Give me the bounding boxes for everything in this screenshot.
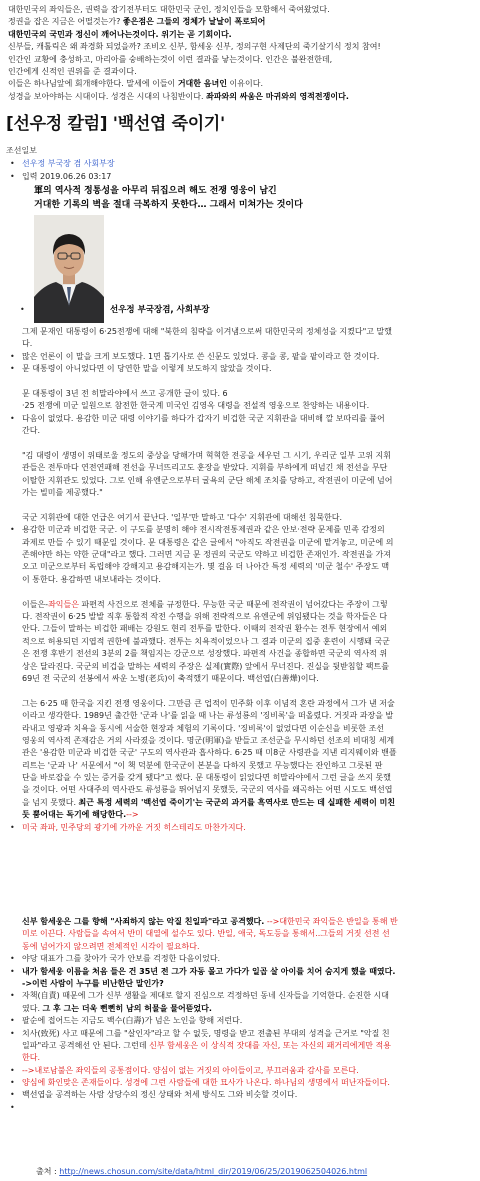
body-line bbox=[22, 648, 472, 660]
bullet-icon: • bbox=[10, 1078, 15, 1088]
body-line bbox=[22, 438, 472, 450]
body-text: 이들은- bbox=[22, 599, 49, 609]
body-line bbox=[22, 376, 472, 388]
body-line bbox=[22, 685, 472, 697]
body-text: 안다. 그들이 말하는 비겁한 패배는 강원도 현리 전투를 말한다. 이때의 전작권 환수는 전투 현장에서 예외 bbox=[22, 624, 388, 634]
body-line bbox=[10, 990, 472, 1002]
body-line bbox=[22, 978, 472, 990]
body-text: 관은 '용감한 미군과 비겁한 국군' 구도의 역사관과 흡사하다. 6·25 때 미8군 사령관을 지낸 리지웨이와 밴플 bbox=[22, 748, 397, 758]
subtitle-line-1: 軍의 역사적 정통성을 아무리 뒤집으려 해도 전쟁 영웅이 남긴 bbox=[34, 186, 277, 196]
source-line bbox=[36, 1166, 367, 1178]
body-line bbox=[22, 1040, 472, 1052]
body-text: 많은 언론이 이 말을 크게 보도했다. 1면 톱기사로 쓴 신문도 있었다. 콩을 콩, 팥을 팥이라고 한 것이다. bbox=[22, 351, 380, 361]
body-text: 다. 전작권이 6·25 발발 직후 통합적 작전 수행을 위해 전략적으로 유엔군에 위임됐다는 것을 학자들은 다 bbox=[22, 611, 388, 621]
body-line bbox=[22, 623, 472, 635]
intro-commentary bbox=[8, 4, 474, 103]
article-body-part2 bbox=[10, 916, 472, 1114]
body-text: 미로 이끈다. 사람들을 속여서 반미 대열에 설수도 있다. 반일, 애국, 독도등을 통해서..그들의 거짓 선전 선 bbox=[22, 929, 390, 939]
body-text: 영웅의 역사적 존재감은 거의 사라졌을 것이다. 명군(明軍)을 받들고 조선군을 무시하던 선조의 비대칭 세계 bbox=[22, 735, 395, 745]
body-text: "김 대령이 생명이 위태로울 정도의 중상을 당해가며 혁혁한 전공을 세우던 그 시기, 우리군 일부 고위 지휘 bbox=[22, 450, 391, 460]
body-line bbox=[10, 363, 472, 375]
body-text: 관들은 전투마다 연전연패해 전선을 무너뜨리고도 훈장을 받았다. 지휘를 부하에게 떠넘긴 채 전선을 무단 bbox=[22, 463, 388, 473]
body-line bbox=[22, 1052, 472, 1064]
body-text: -->내로남불은 좌익들의 공통점이다. 양심이 없는 거짓의 아이들이고, 부끄러움과 감사를 모른다. bbox=[22, 1065, 359, 1075]
body-text: 그는 6·25 때 한국을 지킨 전쟁 영웅이다. 그만큼 큰 업적이 민주화 이후 이념적 혼란 과정에서 그가 낸 저술 bbox=[22, 698, 395, 708]
body-text: 존해야만 하는 약한 군대"라고 했다. 그러면 지금 문 정권의 국군도 약하고 비겁한 존재인가. 작전권을 가져 bbox=[22, 550, 391, 560]
intro-line bbox=[8, 29, 474, 41]
body-text: 팔순에 접어드는 지금도 백수(白壽)가 넘은 노인을 향해 저런다. bbox=[22, 1016, 243, 1026]
source-url-link[interactable]: http://news.chosun.com/site/data/html_dir/2019/06/25/2019062504026.html bbox=[59, 1167, 368, 1176]
body-line bbox=[22, 760, 472, 772]
source-name: 조선일보 bbox=[6, 146, 37, 155]
body-text: 상은 달라진다. 국군의 비겁을 말하는 세력의 주장은 실제(實際) 앞에서 무너진다. 진실을 뒷받침할 팩트를 bbox=[22, 661, 389, 671]
body-line bbox=[10, 524, 472, 536]
body-line bbox=[22, 561, 472, 573]
body-line bbox=[22, 698, 472, 710]
body-line bbox=[22, 611, 472, 623]
body-line bbox=[22, 599, 472, 611]
body-text: 듯 뿜어대는 독기에 해당한다. bbox=[22, 810, 127, 820]
body-text: 문 대통령이 3년 전 히말라야에서 쓰고 공개한 글이 있다. 6 bbox=[22, 388, 228, 398]
body-line bbox=[22, 537, 472, 549]
body-text: 이탈한 지휘관도 있었다. 그로 인해 유엔군으로부터 굴욕의 군단 해체 조치를 당하고, 작전권이 미군에 넘어 bbox=[22, 475, 393, 485]
body-text: 신부 함세웅은 이 상식적 잣대를 자신, 또는 자신의 패거리에게만 적용 bbox=[149, 1040, 391, 1050]
body-line bbox=[22, 388, 472, 400]
intro-text: 신부들, 캐톨릭은 왜 좌경화 되었을까? 조비오 신부, 함세웅 신부, 정의구현 사제단의 죽기살기식 정치 참여! bbox=[8, 42, 381, 52]
body-line bbox=[22, 475, 472, 487]
body-line bbox=[22, 636, 472, 648]
body-text: 국군 지휘관에 대한 언급은 여기서 끝난다. '일부'만 말하고 '다수' 지휘관에 대해선 침묵한다. bbox=[22, 512, 343, 522]
intro-text: 좌파와의 싸움은 마귀와의 영적전쟁이다. bbox=[206, 91, 349, 101]
body-text: ·25 전쟁에 미군 일원으로 참전한 한국계 미국인 김영옥 대령을 전설적 영웅으로 찬양하는 내용이다. bbox=[22, 401, 370, 411]
body-text: 일파"라고 공격해선 안 된다. 그런데 bbox=[22, 1040, 150, 1050]
body-text: 한다. bbox=[22, 1053, 40, 1063]
body-text: -->대한민국 좌익들은 반일을 통해 반 bbox=[264, 917, 398, 926]
body-line bbox=[10, 351, 472, 363]
body-text: 을 넘지 못했다. bbox=[22, 797, 79, 807]
body-text: 가는 빌미를 제공했다." bbox=[22, 488, 103, 498]
body-line bbox=[10, 953, 472, 965]
body-text: 이 통한다. 용감하면 내보내라는 것이다. bbox=[22, 574, 161, 584]
article-subtitle bbox=[34, 185, 474, 212]
body-text: 동에 넘어가지 않으려면 전체적인 시각이 필요하다. bbox=[22, 941, 200, 951]
intro-text: 인간에게 신적인 권위를 준 결과이다. bbox=[8, 66, 137, 76]
article-meta bbox=[22, 158, 472, 184]
intro-text: 대한민국의 좌익들은, 권력을 잡기전부터도 대한민국 군인, 정치인들을 모함해서 죽여왔었다. bbox=[8, 5, 330, 14]
bullet-icon: • bbox=[10, 991, 15, 1001]
body-text: 적으로 허용되던 지엽적 권한에 불과했다. 전투는 치욕적이었으나 그 결과 미군의 집중 훈련이 시행돼 국군 bbox=[22, 636, 390, 646]
body-text: 야당 대표가 그를 찾아가 국가 안보를 걱정한 다음이었다. bbox=[22, 954, 221, 964]
caption-bullet: • bbox=[20, 305, 25, 314]
intro-text: 거대한 음녀인 bbox=[177, 79, 227, 89]
body-line bbox=[22, 916, 472, 928]
body-line bbox=[22, 574, 472, 586]
body-text: 다음이 없었다. 용감한 미군 대령 이야기를 하다가 갑자기 비겁한 국군 지휘관을 대비해 깔 보따리를 풀어 bbox=[22, 413, 385, 423]
body-line bbox=[22, 673, 472, 685]
intro-line bbox=[8, 54, 474, 66]
publish-date: • 입력 2019.06.26 03:17 bbox=[22, 171, 472, 184]
article-body-part1 bbox=[10, 326, 472, 859]
body-text: 치사(致死) 사고 때문에 그를 "살인자"라고 할 수 없듯, 명령을 받고 전출된 부대의 성격을 근거로 "악질 친 bbox=[22, 1028, 390, 1038]
body-line bbox=[22, 846, 472, 858]
body-line bbox=[22, 928, 472, 940]
body-text: 간다. bbox=[22, 426, 40, 436]
author-photo bbox=[34, 215, 104, 323]
body-text: 문 대통령이 아니었다면 이 당연한 말을 이렇게 보도하지 않았을 것이다. bbox=[22, 364, 272, 374]
intro-text: 이유이다. bbox=[226, 79, 263, 89]
body-text: 리트는 '군과 나' 서문에서 "이 책 덕분에 한국군이 본분을 다하지 못했고 무능했다는 잔인하고 그릇된 판 bbox=[22, 760, 383, 770]
photo-caption: 선우정 부국장겸, 사회부장 bbox=[110, 305, 210, 315]
body-text: 라내고 영광과 치욕을 동시에 서술한 현장과 체험의 기록이다. '징비록'이 없었다면 이순신을 비롯한 조선 bbox=[22, 723, 385, 733]
body-line bbox=[22, 338, 472, 350]
intro-text: 성경을 보아야하는 시대이다. 성경은 시대의 나침반이다. bbox=[8, 91, 207, 101]
bullet-icon: • bbox=[10, 1065, 15, 1075]
bullet-icon: • bbox=[10, 364, 15, 374]
body-text: 그 후 그는 더욱 뻔뻔히 남의 허물을 물어뜯었다. bbox=[42, 1003, 212, 1013]
body-line bbox=[10, 1089, 472, 1101]
intro-text: 좋은점은 그들의 정체가 날날이 폭로되어 bbox=[122, 17, 266, 27]
bullet-icon: • bbox=[10, 1102, 15, 1112]
body-text: 다. bbox=[22, 339, 33, 349]
body-text: 양심에 화인맞은 존재들이다. 성경에 그런 사람들에 대한 묘사가 나온다. 하나님의 생명에서 떠난자들이다. bbox=[22, 1078, 390, 1088]
bullet-icon: • bbox=[10, 1028, 15, 1038]
body-text: --> bbox=[126, 810, 139, 820]
body-text: 였다. bbox=[22, 1003, 43, 1013]
body-line bbox=[22, 450, 472, 462]
intro-text: 이들은 하나님앞에 회개해야한다. 말세에 이들이 bbox=[8, 79, 178, 89]
bullet-icon: • bbox=[10, 1090, 15, 1100]
intro-line bbox=[8, 66, 474, 78]
body-text: 좌익들은 bbox=[48, 599, 79, 609]
intro-text: 정권을 잡은 지금은 어떨것는가? bbox=[8, 17, 123, 27]
body-text: 파편적 사건으로 전체를 규정한다. 무능한 국군 때문에 전작권이 넘어갔다는 주장이 그렇 bbox=[79, 599, 388, 609]
body-text: 이라고 생각한다. 1989년 출간한 '군과 나'를 읽을 때 나는 류성룡의 '징비록'을 떠올렸다. 거짓과 과장을 발 bbox=[22, 711, 394, 721]
body-text: 그제 문재인 대통령이 6·25전쟁에 대해 "북한의 침략을 이겨냄으로써 대한민국의 정체성을 지켰다"고 말했 bbox=[22, 327, 392, 336]
body-line bbox=[10, 413, 472, 425]
body-line bbox=[22, 400, 472, 412]
body-line bbox=[22, 326, 472, 338]
bullet-icon: • bbox=[10, 351, 15, 361]
article-headline: [선우정 칼럼] '백선엽 죽이기' bbox=[6, 114, 225, 134]
intro-text: 대한민국의 국민과 정신이 깨어나는것이다. 위기는 곧 기회이다. bbox=[8, 29, 232, 39]
author-link[interactable]: • 선우정 부국장 겸 사회부장 bbox=[22, 158, 472, 171]
body-line bbox=[10, 1015, 472, 1027]
body-text: 을 것이다. 어떤 사대주의 역사관도 류성룡을 뛰어넘지 못했듯, 국군의 역사를 왜곡하는 어떤 시도도 백선엽 bbox=[22, 785, 393, 795]
body-text: 용감한 미군과 비겁한 국군. 이 구도를 분명히 해야 전시작전통제권과 같은 안보·전략 문제를 민족 감정의 bbox=[22, 525, 385, 535]
body-text: 자책(自責) 때문에 그가 신부 생활을 제대로 할지 진심으로 걱정하던 동네 신자들을 기억한다. 순진한 시대 bbox=[22, 991, 389, 1001]
body-line bbox=[22, 462, 472, 474]
intro-line bbox=[8, 91, 474, 103]
body-text: 미국 좌파, 민주당의 광기에 가까운 거짓 히스테리도 마찬가지다. bbox=[22, 822, 246, 832]
body-line bbox=[22, 809, 472, 821]
bullet-icon: • bbox=[10, 966, 15, 976]
body-line bbox=[22, 834, 472, 846]
body-line bbox=[22, 1003, 472, 1015]
subtitle-line-2: 거대한 기록의 벽을 절대 극복하지 못한다… 그래서 미쳐가는 것이다 bbox=[34, 199, 303, 210]
body-line bbox=[10, 822, 472, 834]
body-line bbox=[22, 512, 472, 524]
intro-line bbox=[8, 4, 474, 16]
body-line bbox=[10, 1028, 472, 1040]
body-text: 단을 바로잡을 수 있는 증거를 갖게 됐다"고 썼다. 문 대통령이 읽었다면 히말라야에서 그런 글을 쓰지 못했 bbox=[22, 773, 391, 783]
body-text: 최근 특정 세력의 '백선엽 죽이기'는 국군의 과거를 흑역사로 만드는 데 실패한 세력이 미친 bbox=[78, 797, 396, 807]
body-text: 신부 함세웅은 그를 향해 "사죄하지 않는 악질 친일파"라고 공격했다. bbox=[22, 917, 265, 926]
bullet-icon: • bbox=[10, 525, 15, 535]
body-text: 백선엽을 공격하는 사람 상당수의 정신 상태와 처세 방식도 그와 비슷할 것이다. bbox=[22, 1090, 298, 1100]
body-line bbox=[22, 747, 472, 759]
body-text: 은 전쟁 후반기 전선의 3분의 2를 책임지는 강군으로 성장했다. 파편적 사건을 종합하면 국군의 역사적 위 bbox=[22, 649, 388, 659]
body-line bbox=[22, 723, 472, 735]
body-line bbox=[22, 784, 472, 796]
bullet-icon: • bbox=[10, 822, 15, 832]
body-text: 내가 함세웅 이름을 처음 들은 건 35년 전 그가 자동 몰고 가다가 일곱 살 아이를 치어 숨지게 했을 때였다. bbox=[22, 966, 396, 976]
body-text: 과제로 만들 수 있기 때문일 것이다. 문 대통령은 같은 글에서 "아직도 작전권을 미군에 맡겨놓고, 미군에 의 bbox=[22, 537, 394, 547]
bullet-icon: • bbox=[10, 1016, 15, 1026]
intro-text: 인간인 교황에 충성하고, 마리아를 숭배하는것이 이런 결과를 낳는것이다. 인간은 불완전한데, bbox=[8, 54, 333, 64]
body-line bbox=[22, 941, 472, 953]
source-label: 출처 : bbox=[36, 1167, 57, 1176]
body-line bbox=[22, 710, 472, 722]
body-text: 오고 미군으로부터 독립해야 강해지고 용감해지는가. 몇 걸음 더 나아간 특정 세력의 '미군 철수' 주장도 맥 bbox=[22, 562, 390, 572]
body-line bbox=[10, 1077, 472, 1089]
body-line bbox=[22, 797, 472, 809]
bullet-icon: • bbox=[10, 954, 15, 964]
body-line bbox=[22, 772, 472, 784]
body-line bbox=[10, 1102, 472, 1114]
body-line bbox=[10, 966, 472, 978]
intro-line bbox=[8, 78, 474, 90]
body-line bbox=[22, 549, 472, 561]
intro-line bbox=[8, 41, 474, 53]
body-line bbox=[22, 735, 472, 747]
body-line bbox=[22, 425, 472, 437]
body-line bbox=[22, 487, 472, 499]
body-text: ->이런 사람이 누구를 비난한단 말인가? bbox=[22, 978, 164, 988]
bullet-icon: • bbox=[10, 413, 15, 423]
body-line bbox=[22, 499, 472, 511]
body-text: 69년 전 국군의 선봉에서 싸운 노병(老兵)이 축적했기 때문이다. 백선엽(白善燁)이다. bbox=[22, 673, 319, 683]
body-line bbox=[10, 1065, 472, 1077]
body-line bbox=[22, 586, 472, 598]
body-line bbox=[22, 661, 472, 673]
intro-line bbox=[8, 16, 474, 28]
